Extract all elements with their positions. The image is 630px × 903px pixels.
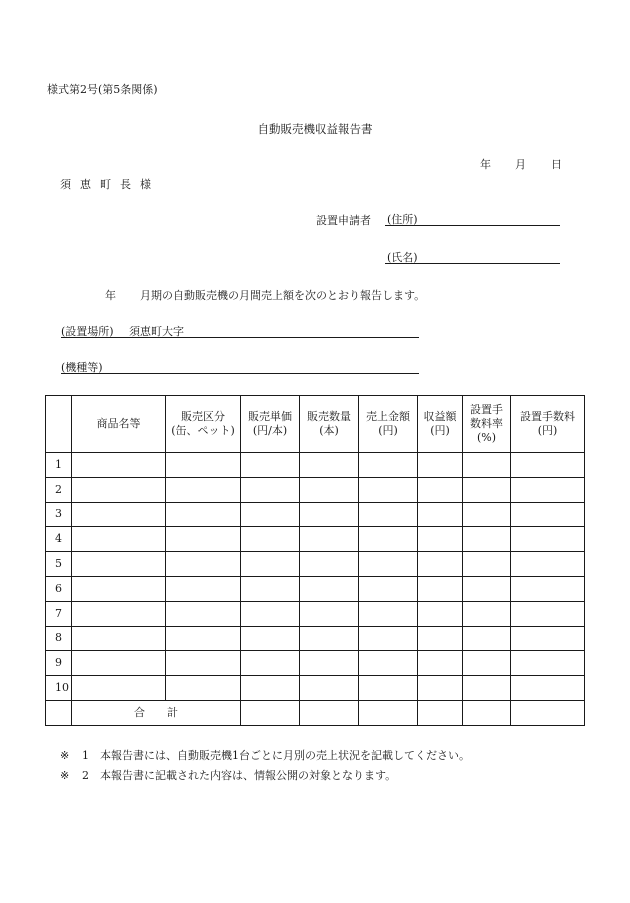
header-line: 数料率 (470, 417, 503, 430)
table-cell[interactable] (166, 527, 241, 552)
total-cell[interactable] (359, 700, 418, 725)
note-number: 2 (82, 769, 89, 782)
row-number: 3 (46, 502, 72, 527)
header-line: (本) (319, 424, 339, 437)
row-number: 8 (46, 626, 72, 651)
total-cell[interactable] (511, 700, 585, 725)
table-cell[interactable] (359, 527, 418, 552)
total-label: 合 計 (72, 700, 241, 725)
total-row (46, 700, 585, 725)
table-cell[interactable] (463, 676, 511, 701)
header-line: (円) (537, 424, 558, 437)
table-cell[interactable] (72, 576, 166, 601)
table-cell[interactable] (418, 676, 463, 701)
table-cell[interactable] (72, 651, 166, 676)
header-unit-price (241, 396, 300, 453)
name-label: (氏名) (387, 251, 418, 264)
table-cell[interactable] (166, 502, 241, 527)
table-cell[interactable] (166, 576, 241, 601)
table-cell[interactable] (359, 601, 418, 626)
table-cell[interactable] (241, 527, 300, 552)
table-cell[interactable] (463, 576, 511, 601)
model-field[interactable] (61, 358, 419, 374)
table-cell[interactable] (463, 477, 511, 502)
total-cell[interactable] (300, 700, 359, 725)
table-cell[interactable] (463, 502, 511, 527)
table-cell[interactable] (418, 626, 463, 651)
table-cell[interactable] (300, 651, 359, 676)
table-cell[interactable] (300, 502, 359, 527)
table-cell[interactable] (418, 601, 463, 626)
table-cell[interactable] (300, 576, 359, 601)
table-cell[interactable] (359, 502, 418, 527)
table-cell[interactable] (72, 502, 166, 527)
table-cell[interactable] (463, 626, 511, 651)
table-cell[interactable] (166, 626, 241, 651)
table-cell[interactable] (300, 552, 359, 577)
table-cell[interactable] (463, 552, 511, 577)
note-number: 1 (82, 749, 89, 762)
row-number: 6 (46, 576, 72, 601)
report-year-label: 年 (105, 289, 116, 302)
header-line: 販売区分 (181, 410, 225, 423)
location-value: 須恵町大字 (129, 325, 184, 338)
table-cell[interactable] (166, 477, 241, 502)
table-cell[interactable] (359, 576, 418, 601)
date-month-label: 月 (515, 158, 526, 171)
header-fee-rate (463, 396, 511, 453)
addressee: 須恵町長様 (60, 178, 160, 191)
location-field[interactable] (61, 322, 419, 338)
table-cell[interactable] (166, 552, 241, 577)
table-cell[interactable] (241, 502, 300, 527)
header-line: (円/本) (252, 424, 288, 437)
table-cell[interactable] (511, 626, 585, 651)
table-cell[interactable] (359, 552, 418, 577)
table-cell[interactable] (511, 502, 585, 527)
table-cell[interactable] (166, 601, 241, 626)
header-line: 販売単価 (248, 410, 292, 423)
model-label: (機種等) (61, 361, 103, 374)
table-cell[interactable] (418, 576, 463, 601)
table-row (46, 527, 585, 552)
row-number: 10 (46, 676, 72, 701)
location-label: (設置場所) (61, 325, 114, 338)
table-cell[interactable] (300, 601, 359, 626)
table-cell[interactable] (418, 453, 463, 478)
table-row (46, 651, 585, 676)
table-row (46, 676, 585, 701)
header-line: 商品名等 (96, 417, 141, 430)
table-cell[interactable] (241, 552, 300, 577)
row-number: 4 (46, 527, 72, 552)
revenue-table (45, 395, 585, 726)
table-cell[interactable] (511, 477, 585, 502)
table-cell[interactable] (359, 651, 418, 676)
table-row (46, 477, 585, 502)
notes (60, 746, 470, 786)
row-number: 5 (46, 552, 72, 577)
note-item (60, 766, 470, 786)
header-revenue (418, 396, 463, 453)
total-blank-cell (46, 700, 72, 725)
document-title: 自動販売機収益報告書 (257, 122, 373, 136)
table-cell[interactable] (463, 527, 511, 552)
table-cell[interactable] (511, 601, 585, 626)
table-cell[interactable] (418, 527, 463, 552)
address-field[interactable] (385, 210, 560, 226)
table-cell[interactable] (241, 651, 300, 676)
table-cell[interactable] (511, 527, 585, 552)
note-mark: ※ (60, 749, 70, 762)
applicant-label: 設置申請者 (316, 214, 371, 227)
row-number: 1 (46, 453, 72, 478)
header-number (46, 396, 72, 453)
table-cell[interactable] (300, 527, 359, 552)
table-cell[interactable] (418, 502, 463, 527)
table-cell[interactable] (300, 676, 359, 701)
header-line: 販売数量 (307, 410, 351, 423)
table-cell[interactable] (300, 626, 359, 651)
header-category (166, 396, 241, 453)
header-line: (円) (430, 424, 450, 437)
table-cell[interactable] (359, 477, 418, 502)
table-cell[interactable] (418, 552, 463, 577)
table-cell[interactable] (511, 552, 585, 577)
report-text: 月期の自動販売機の月間売上額を次のとおり報告します。 (140, 289, 426, 302)
table-cell[interactable] (72, 676, 166, 701)
table-cell[interactable] (166, 676, 241, 701)
header-line: 設置手 (470, 403, 503, 416)
table-cell[interactable] (463, 453, 511, 478)
note-text: 本報告書には、自動販売機1台ごとに月別の売上状況を記載してください。 (100, 749, 470, 762)
table-cell[interactable] (418, 651, 463, 676)
table-row (46, 453, 585, 478)
note-mark: ※ (60, 769, 70, 782)
header-line: (%) (476, 431, 497, 444)
note-item (60, 746, 470, 766)
total-cell[interactable] (241, 700, 300, 725)
table-cell[interactable] (72, 626, 166, 651)
header-line: (円) (378, 424, 398, 437)
table-cell[interactable] (511, 453, 585, 478)
table-row (46, 502, 585, 527)
table-cell[interactable] (359, 676, 418, 701)
table-row (46, 626, 585, 651)
header-line: 収益額 (423, 410, 457, 423)
table-cell[interactable] (359, 453, 418, 478)
header-line: 売上金額 (366, 410, 410, 423)
table-cell[interactable] (511, 651, 585, 676)
table-cell[interactable] (463, 651, 511, 676)
table-cell[interactable] (241, 453, 300, 478)
table-cell[interactable] (72, 527, 166, 552)
name-field[interactable] (385, 248, 560, 264)
header-sales (359, 396, 418, 453)
total-cell[interactable] (463, 700, 511, 725)
table-cell[interactable] (72, 552, 166, 577)
header-fee (511, 396, 585, 453)
table-cell[interactable] (241, 676, 300, 701)
row-number: 7 (46, 601, 72, 626)
table-cell[interactable] (463, 601, 511, 626)
table-cell[interactable] (300, 477, 359, 502)
header-line: 設置手数料 (520, 410, 575, 423)
table-row (46, 576, 585, 601)
table-cell[interactable] (241, 477, 300, 502)
header-line: (缶、ペット) (171, 424, 235, 437)
table-header-row (46, 396, 585, 453)
table-cell[interactable] (300, 453, 359, 478)
table-cell[interactable] (241, 601, 300, 626)
total-cell[interactable] (418, 700, 463, 725)
table-row (46, 552, 585, 577)
table-cell[interactable] (511, 576, 585, 601)
note-text: 本報告書に記載された内容は、情報公開の対象となります。 (100, 769, 397, 782)
row-number: 9 (46, 651, 72, 676)
table-cell[interactable] (166, 651, 241, 676)
table-cell[interactable] (241, 626, 300, 651)
row-number: 2 (46, 477, 72, 502)
table-cell[interactable] (241, 576, 300, 601)
table-cell[interactable] (72, 477, 166, 502)
table-cell[interactable] (166, 453, 241, 478)
date-year-label: 年 (480, 158, 491, 171)
table-cell[interactable] (418, 477, 463, 502)
table-cell[interactable] (72, 601, 166, 626)
table-cell[interactable] (359, 626, 418, 651)
header-quantity (300, 396, 359, 453)
header-product (72, 396, 166, 453)
address-label: (住所) (387, 213, 418, 226)
table-cell[interactable] (72, 453, 166, 478)
form-number: 様式第2号(第5条関係) (47, 83, 158, 96)
date-day-label: 日 (551, 158, 562, 171)
table-cell[interactable] (511, 676, 585, 701)
table-row (46, 601, 585, 626)
